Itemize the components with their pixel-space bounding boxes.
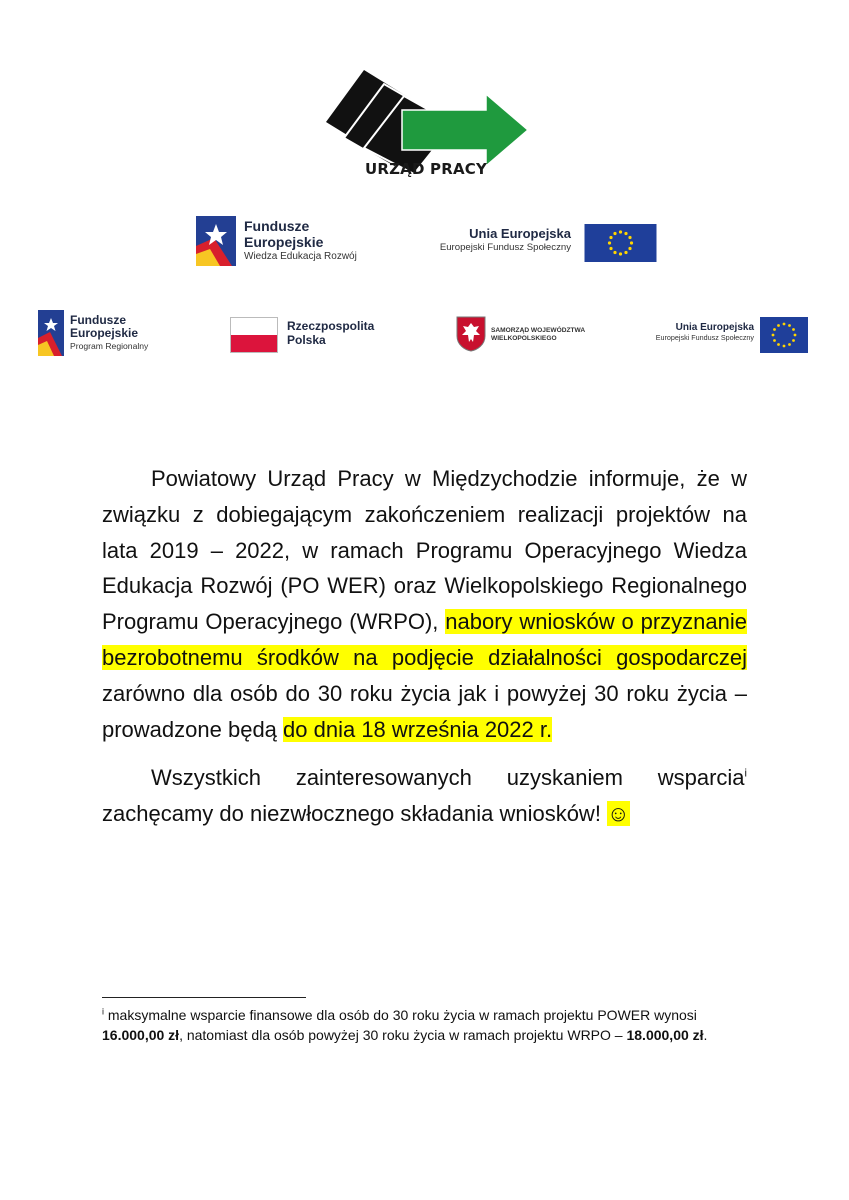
ue-subtitle: Europejski Fundusz Społeczny <box>655 333 754 342</box>
footnote-mark: i <box>102 1006 104 1017</box>
announcement-paragraph-1 <box>102 461 747 747</box>
fundusze-title-line1: Fundusze <box>70 313 126 328</box>
footnote-text: . <box>703 1027 708 1043</box>
highlighted-deadline: do dnia 18 września 2022 r. <box>283 716 553 742</box>
fundusze-subtitle: Wiedza Edukacja Rozwój <box>244 250 357 262</box>
footnote-amount-power: 16.000,00 zł <box>102 1027 180 1043</box>
highlighted-text-nabory: nabory wniosków o przyznanie bezrobotnemu środków na podjęcie działalności gospodarczej <box>102 609 747 670</box>
wlkp-line1: SAMORZĄD WOJEWÓDZTWA <box>491 327 586 334</box>
paragraph-text: zarówno dla osób do 30 roku życia jak i powyżej 30 roku życia – prowadzone będą <box>102 680 747 742</box>
fundusze-europejskie-star-icon <box>196 216 236 266</box>
eu-flag-icon <box>760 317 808 353</box>
fundusze-subtitle: Program Regionalny <box>70 341 149 352</box>
samorzad-wojewodztwa-text <box>491 327 585 343</box>
paragraph-text: Wszystkich zainteresowanych uzyskaniem wsparcia <box>151 765 745 791</box>
ue-title: Unia Europejska <box>469 226 571 241</box>
wielkopolska-crest-icon <box>456 316 486 352</box>
fundusze-title-line2: Europejskie <box>70 326 139 341</box>
ue-subtitle: Europejski Fundusz Społeczny <box>439 241 571 253</box>
fundusze-europejskie-star-icon <box>38 310 64 356</box>
fundusze-title-line2: Europejskie <box>244 233 324 250</box>
polish-flag-icon <box>230 317 278 353</box>
footnote-separator <box>102 997 306 998</box>
wlkp-line2: WIELKOPOLSKIEGO <box>491 335 557 343</box>
footnote <box>102 1005 747 1045</box>
fundusze-europejskie-wer-logo <box>196 215 416 267</box>
urzad-pracy-caption: URZĄD PRACY <box>364 160 488 178</box>
footnote-text: maksymalne wsparcie finansowe dla osób do 30 roku życia w ramach projektu POWER wynosi <box>104 1007 697 1023</box>
eu-flag-icon <box>584 224 657 262</box>
fundusze-europejskie-regionalny-logo <box>38 308 198 358</box>
rp-line1: Rzeczpospolita <box>287 319 375 333</box>
announcement-body <box>102 461 747 832</box>
footnote-text: , natomiast dla osób powyżej 30 roku życia w ramach projektu WRPO – <box>179 1027 627 1043</box>
paragraph-text: Powiatowy Urząd Pracy w Międzychodzie informuje, że w związku z dobiegającym zakończeniem realizacji projektów na lata 2019 – 2022, w ramach Programu Operacyjnego Wiedza Edukacja Rozwój (PO WER) oraz Wielkopolskiego Regionalnego Programu Operacyjnego (WRPO), <box>102 466 747 635</box>
announcement-paragraph-2 <box>102 760 747 832</box>
footnote-amount-wrpo: 18.000,00 zł <box>626 1027 704 1043</box>
unia-europejska-text <box>650 322 754 343</box>
rzeczpospolita-polska-text <box>287 320 374 348</box>
footnote-reference[interactable]: i <box>744 768 747 781</box>
ue-title: Unia Europejska <box>675 322 754 333</box>
paragraph-text: zachęcamy do niezwłocznego składania wniosków! <box>102 801 608 827</box>
unia-europejska-text <box>413 226 571 253</box>
rp-line2: Polska <box>287 332 326 347</box>
smiley-icon: ☺ <box>607 801 630 827</box>
fundusze-title-line1: Fundusze <box>244 218 310 235</box>
